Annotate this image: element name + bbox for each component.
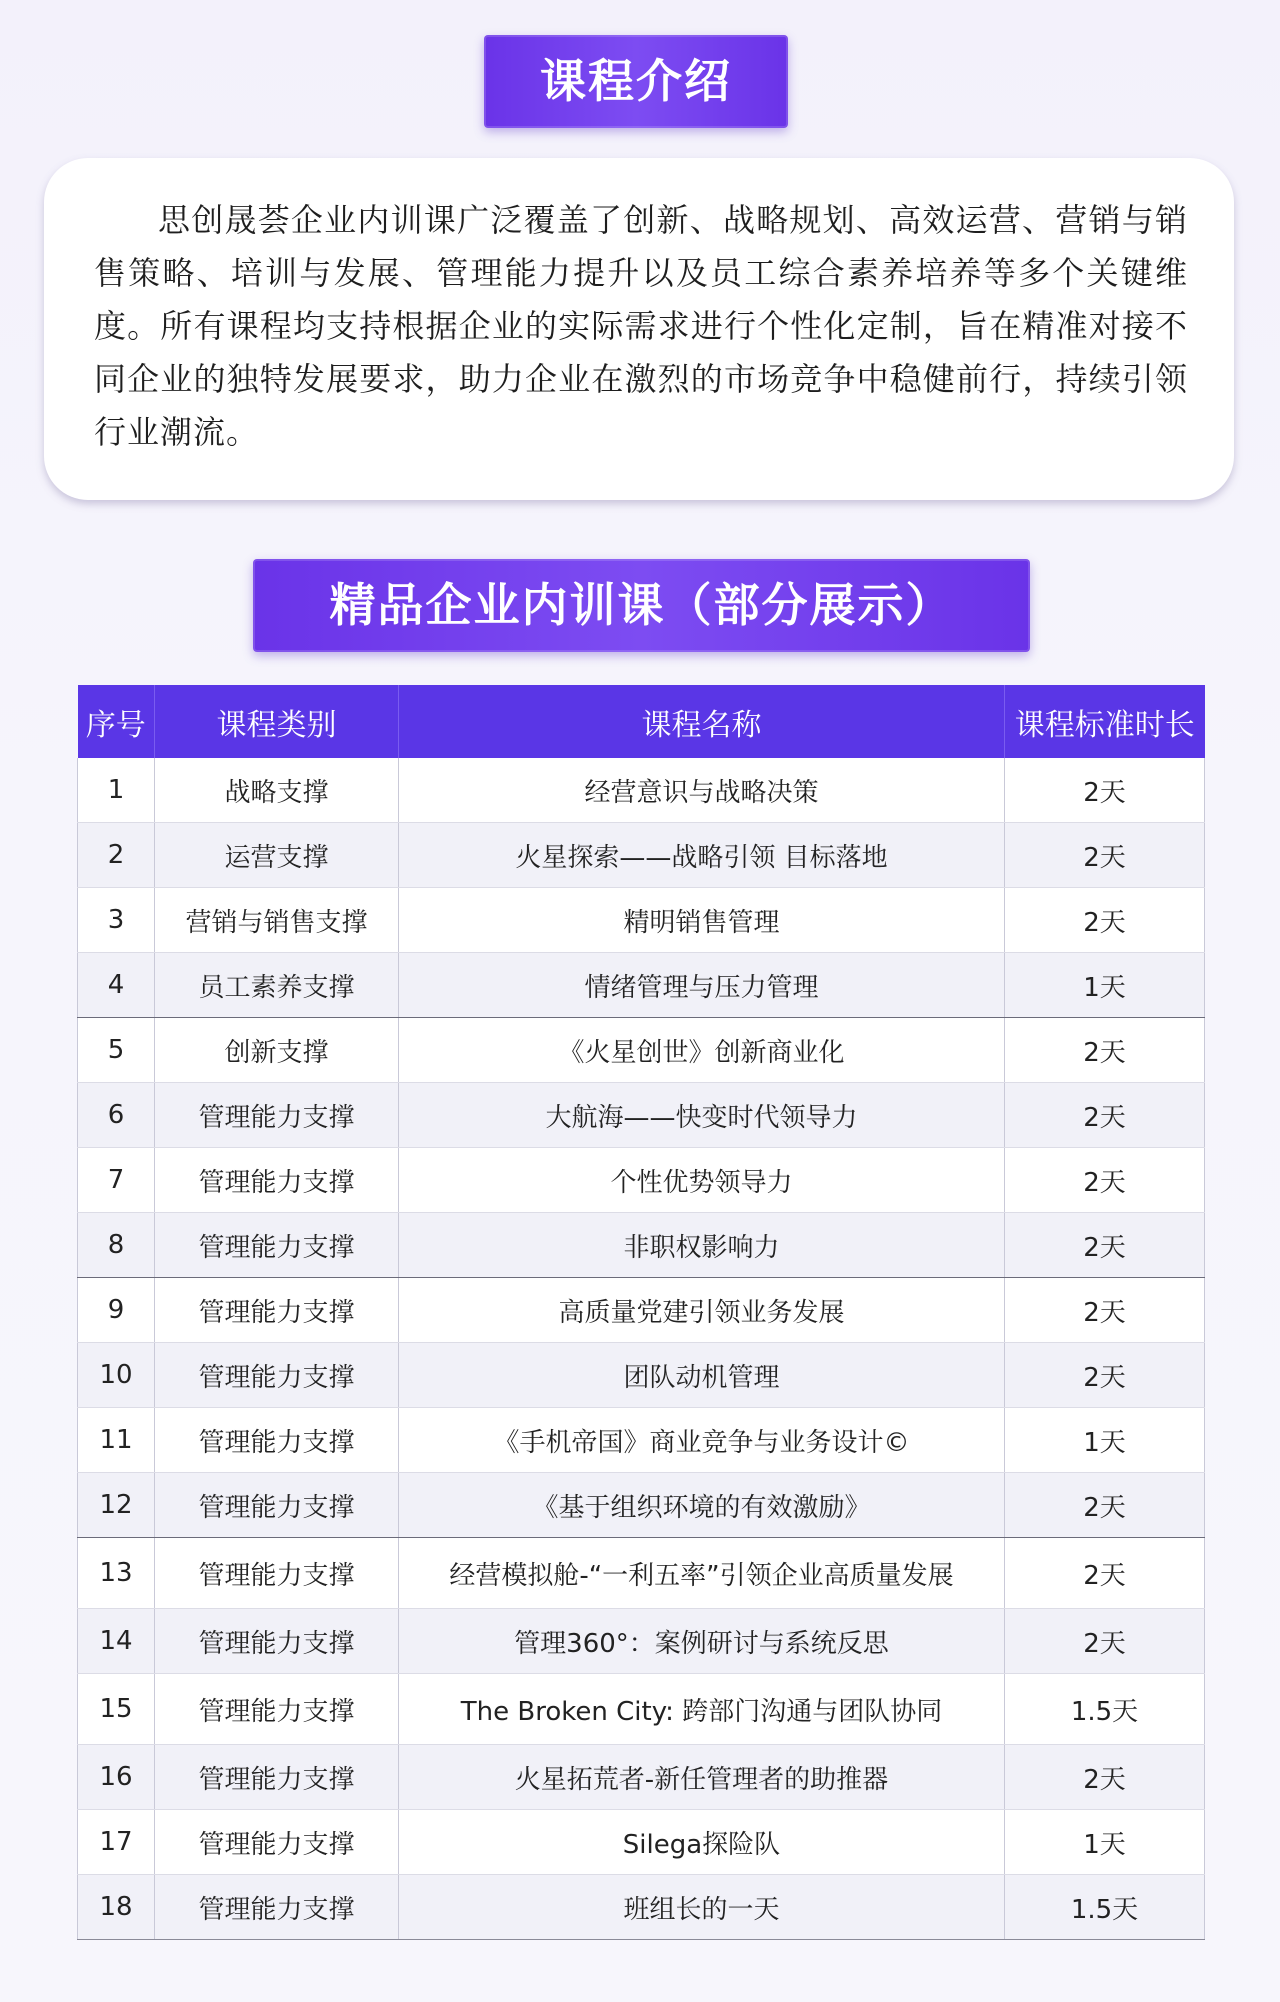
header-course-name: 课程名称 xyxy=(399,685,1005,758)
row-index: 13 xyxy=(78,1538,155,1609)
course-intro-card xyxy=(44,158,1234,500)
row-category: 运营支撑 xyxy=(155,823,399,888)
course-intro-title: 课程介绍 xyxy=(484,35,788,128)
table-header-row xyxy=(78,685,1205,758)
row-course-name: 班组长的一天 xyxy=(399,1875,1005,1940)
row-index: 1 xyxy=(78,758,155,823)
table-row xyxy=(78,1745,1205,1810)
table-row xyxy=(78,1083,1205,1148)
row-duration: 2天 xyxy=(1005,1018,1205,1083)
row-index: 5 xyxy=(78,1018,155,1083)
row-course-name: 非职权影响力 xyxy=(399,1213,1005,1278)
row-category: 管理能力支撑 xyxy=(155,1538,399,1609)
row-index: 10 xyxy=(78,1343,155,1408)
row-course-name: 《手机帝国》商业竞争与业务设计© xyxy=(399,1408,1005,1473)
row-category: 管理能力支撑 xyxy=(155,1213,399,1278)
row-duration: 2天 xyxy=(1005,1745,1205,1810)
row-index: 15 xyxy=(78,1674,155,1745)
row-duration: 2天 xyxy=(1005,758,1205,823)
row-category: 管理能力支撑 xyxy=(155,1278,399,1343)
row-duration: 2天 xyxy=(1005,1148,1205,1213)
row-index: 3 xyxy=(78,888,155,953)
course-intro-text: 思创晟荟企业内训课广泛覆盖了创新、战略规划、高效运营、营销与销售策略、培训与发展、管理能力提升以及员工综合素养培养等多个关键维度。所有课程均支持根据企业的实际需求进行个性化定制，旨在精准对接不同企业的独特发展要求，助力企业在激烈的市场竞争中稳健前行，持续引领行业潮流。 xyxy=(94,201,1188,451)
table-row xyxy=(78,1213,1205,1278)
table-row xyxy=(78,1674,1205,1745)
featured-courses-title: 精品企业内训课（部分展示） xyxy=(253,559,1030,652)
table-row xyxy=(78,823,1205,888)
table-row xyxy=(78,1609,1205,1674)
row-duration: 1天 xyxy=(1005,953,1205,1018)
row-course-name: 火星拓荒者-新任管理者的助推器 xyxy=(399,1745,1005,1810)
row-duration: 1.5天 xyxy=(1005,1674,1205,1745)
table-row xyxy=(78,1343,1205,1408)
row-category: 管理能力支撑 xyxy=(155,1083,399,1148)
row-category: 管理能力支撑 xyxy=(155,1609,399,1674)
row-category: 管理能力支撑 xyxy=(155,1745,399,1810)
row-duration: 2天 xyxy=(1005,1473,1205,1538)
row-category: 管理能力支撑 xyxy=(155,1343,399,1408)
row-duration: 2天 xyxy=(1005,823,1205,888)
row-course-name: 火星探索——战略引领 目标落地 xyxy=(399,823,1005,888)
row-duration: 2天 xyxy=(1005,1343,1205,1408)
row-category: 员工素养支撑 xyxy=(155,953,399,1018)
row-course-name: 管理360°：案例研讨与系统反思 xyxy=(399,1609,1005,1674)
header-category: 课程类别 xyxy=(155,685,399,758)
courses-table xyxy=(77,685,1205,1940)
table-row xyxy=(78,1148,1205,1213)
row-index: 2 xyxy=(78,823,155,888)
row-course-name: 《基于组织环境的有效激励》 xyxy=(399,1473,1005,1538)
row-index: 7 xyxy=(78,1148,155,1213)
row-course-name: 经营意识与战略决策 xyxy=(399,758,1005,823)
table-row xyxy=(78,888,1205,953)
row-category: 管理能力支撑 xyxy=(155,1148,399,1213)
row-course-name: 高质量党建引领业务发展 xyxy=(399,1278,1005,1343)
row-index: 11 xyxy=(78,1408,155,1473)
table-row xyxy=(78,1875,1205,1940)
row-course-name: The Broken City: 跨部门沟通与团队协同 xyxy=(399,1674,1005,1745)
row-category: 管理能力支撑 xyxy=(155,1408,399,1473)
row-index: 17 xyxy=(78,1810,155,1875)
row-course-name: 个性优势领导力 xyxy=(399,1148,1005,1213)
row-course-name: 情绪管理与压力管理 xyxy=(399,953,1005,1018)
header-index: 序号 xyxy=(78,685,155,758)
row-index: 12 xyxy=(78,1473,155,1538)
table-row xyxy=(78,1473,1205,1538)
row-index: 4 xyxy=(78,953,155,1018)
row-duration: 2天 xyxy=(1005,1278,1205,1343)
row-course-name: 《火星创世》创新商业化 xyxy=(399,1018,1005,1083)
header-duration: 课程标准时长 xyxy=(1005,685,1205,758)
table-row xyxy=(78,953,1205,1018)
row-index: 16 xyxy=(78,1745,155,1810)
row-duration: 2天 xyxy=(1005,1538,1205,1609)
row-category: 营销与销售支撑 xyxy=(155,888,399,953)
row-duration: 1天 xyxy=(1005,1810,1205,1875)
row-index: 18 xyxy=(78,1875,155,1940)
row-category: 管理能力支撑 xyxy=(155,1875,399,1940)
table-row xyxy=(78,758,1205,823)
row-duration: 1.5天 xyxy=(1005,1875,1205,1940)
row-category: 创新支撑 xyxy=(155,1018,399,1083)
row-course-name: 精明销售管理 xyxy=(399,888,1005,953)
row-index: 6 xyxy=(78,1083,155,1148)
row-category: 管理能力支撑 xyxy=(155,1674,399,1745)
row-duration: 2天 xyxy=(1005,1213,1205,1278)
table-row xyxy=(78,1538,1205,1609)
row-course-name: Silega探险队 xyxy=(399,1810,1005,1875)
row-duration: 1天 xyxy=(1005,1408,1205,1473)
row-category: 管理能力支撑 xyxy=(155,1810,399,1875)
row-course-name: 经营模拟舱-“一利五率”引领企业高质量发展 xyxy=(399,1538,1005,1609)
row-category: 战略支撑 xyxy=(155,758,399,823)
row-duration: 2天 xyxy=(1005,888,1205,953)
row-index: 8 xyxy=(78,1213,155,1278)
row-duration: 2天 xyxy=(1005,1083,1205,1148)
row-index: 14 xyxy=(78,1609,155,1674)
table-row xyxy=(78,1018,1205,1083)
table-row xyxy=(78,1408,1205,1473)
row-course-name: 团队动机管理 xyxy=(399,1343,1005,1408)
row-category: 管理能力支撑 xyxy=(155,1473,399,1538)
table-row xyxy=(78,1278,1205,1343)
row-duration: 2天 xyxy=(1005,1609,1205,1674)
row-index: 9 xyxy=(78,1278,155,1343)
row-course-name: 大航海——快变时代领导力 xyxy=(399,1083,1005,1148)
table-row xyxy=(78,1810,1205,1875)
